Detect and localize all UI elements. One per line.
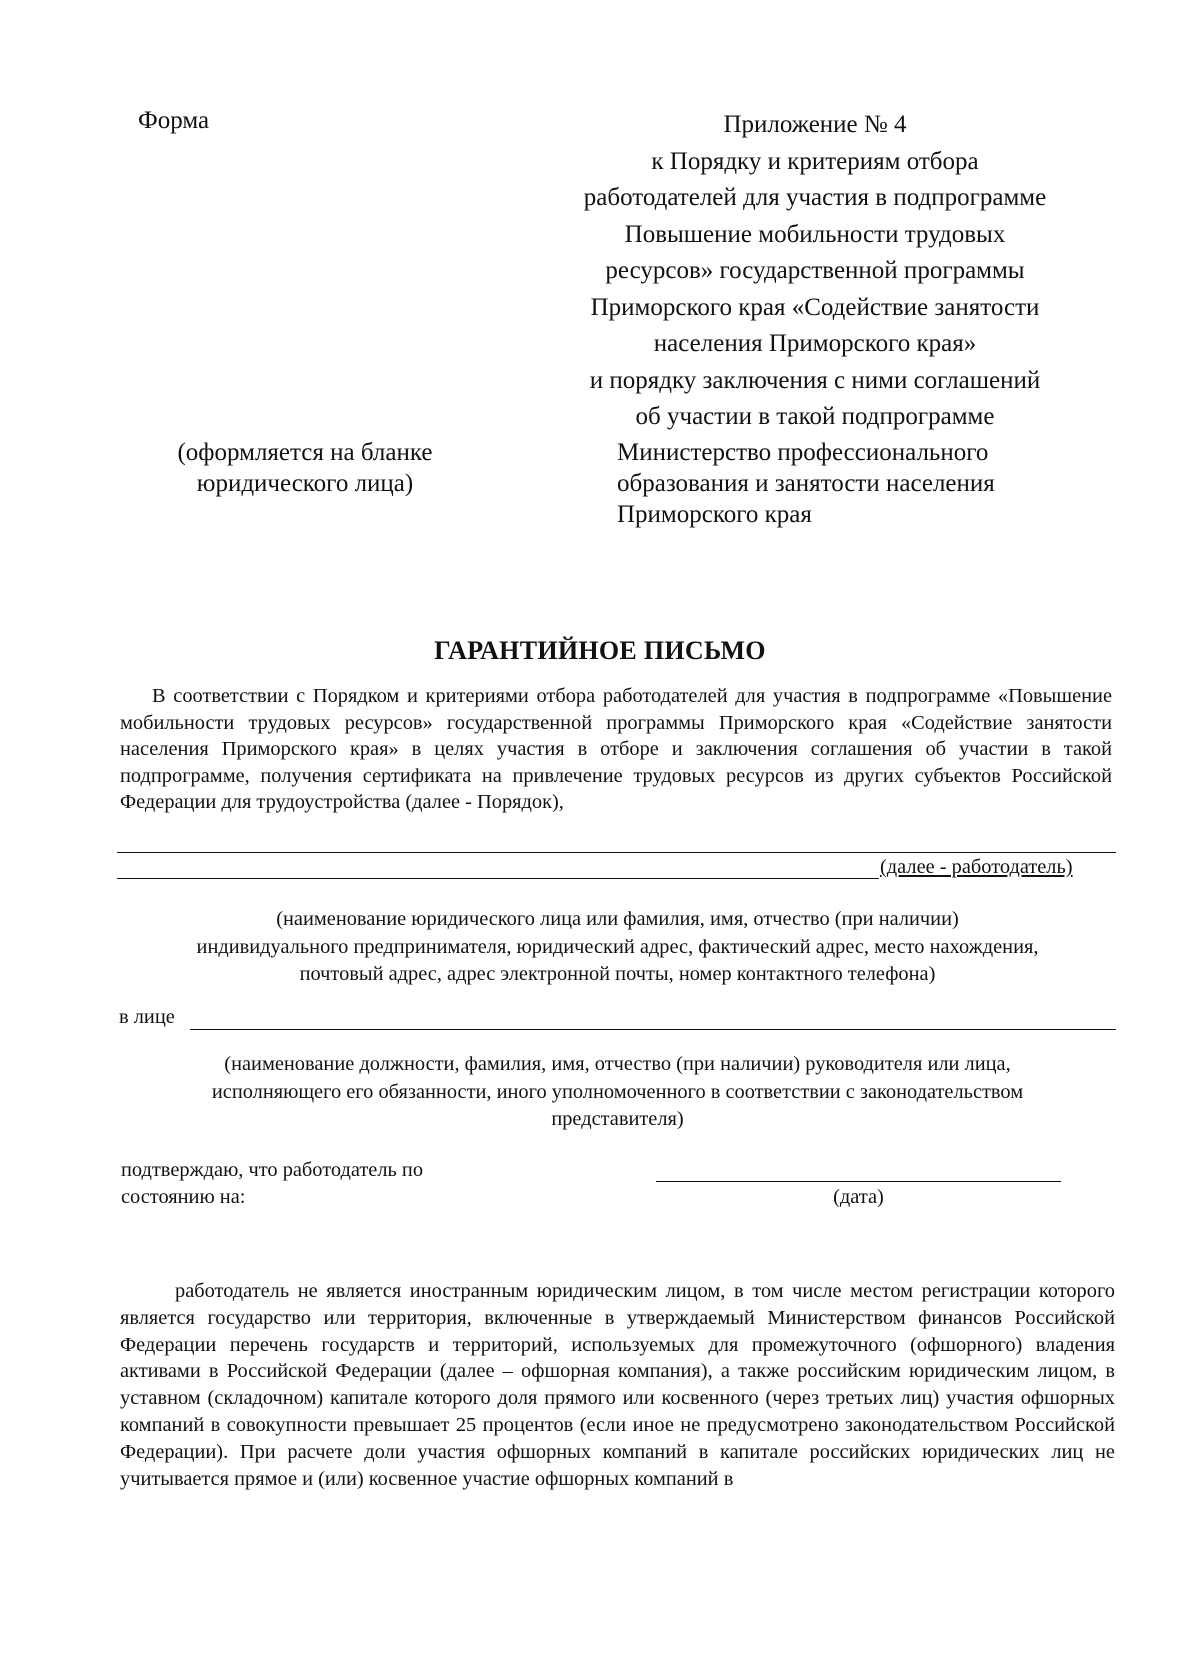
appendix-line: Приложение № 4 [723, 111, 907, 138]
employer-suffix: (далее - работодатель) [880, 856, 1073, 878]
employer-name-line-2[interactable] [117, 878, 879, 879]
confirm-line: подтверждаю, что работодатель по [121, 1159, 424, 1181]
appendix-line: работодателей для участия в подпрограмме [583, 184, 1047, 211]
intro-paragraph [120, 683, 1112, 816]
recipient-line: Министерство профессионального [617, 439, 989, 466]
employer-suffix-wrap [880, 856, 1073, 879]
appendix-line: и порядку заключения с ними соглашений [589, 366, 1041, 394]
employer-caption-line: (наименование юридического лица или фамилия, имя, отчество (при наличии) [276, 908, 959, 930]
recipient-block [617, 437, 1097, 530]
in-person-label: в лице [119, 1006, 175, 1028]
employer-caption-line: почтовый адрес, адрес электронной почты, номер контактного телефона) [299, 963, 936, 985]
employer-caption [120, 906, 1115, 989]
letterhead-note [120, 437, 490, 499]
appendix-line: об участии в такой подпрограмме [635, 403, 995, 430]
confirm-text [121, 1157, 551, 1210]
body-text: работодатель не является иностранным юридическим лицом, в том числе местом регистрации которого является государство или территория, включенные в утверждаемый Министерством финансов Российской Федерации перечень государств и территорий, используемых для промежуточного (офшорного) владения активами в Российской Федерации (далее – офшорная компания), а также российским юридическим лицом, в уставном (складочном) капитале которого доля прямого или косвенного (через третьих лиц) участия офшорных компаний в совокупности превышает 25 процентов (если иное не предусмотрено законодательством Российской Федерации). При расчете доли участия офшорных компаний в капитале российских юридических лиц не учитывается прямое и (или) косвенное участие офшорных компаний в [120, 1280, 1115, 1490]
employer-name-line-1[interactable] [117, 852, 1116, 853]
appendix-line: ресурсов» государственной программы [605, 257, 1025, 284]
body-paragraph [120, 1278, 1115, 1492]
representative-caption [120, 1051, 1115, 1134]
intro-text: В соответствии с Порядком и критериями отбора работодателей для участия в подпрограмме «Повышение мобильности трудовых ресурсов» государственной программы Приморского края «Содействие занятости населения Приморского края» в целях участия в отборе и заключения соглашения об участии в такой подпрограмме, получения сертификата на привлечение трудовых ресурсов из других субъектов Российской Федерации для трудоустройства (далее - Порядок), [120, 685, 1112, 814]
letterhead-note-line: юридического лица) [196, 470, 414, 497]
appendix-line: Повышение мобильности трудовых [624, 220, 1006, 248]
recipient-line: Приморского края [617, 501, 812, 528]
form-label: Форма [138, 107, 210, 134]
confirm-line: состоянию на: [121, 1185, 246, 1208]
appendix-line: населения Приморского края» [653, 330, 977, 357]
appendix-block [560, 107, 1070, 436]
date-line[interactable] [656, 1181, 1061, 1182]
document-title: ГАРАНТИЙНОЕ ПИСЬМО [434, 636, 766, 665]
letterhead-note-line: (оформляется на бланке [177, 439, 433, 466]
representative-caption-line: представителя) [551, 1108, 684, 1130]
representative-caption-line: (наименование должности, фамилия, имя, отчество (при наличии) руководителя или лица, [224, 1053, 1011, 1075]
representative-caption-line: исполняющего его обязанности, иного уполномоченного в соответствии с законодательством [211, 1080, 1024, 1103]
date-caption: (дата) [833, 1186, 884, 1208]
appendix-line: к Порядку и критериям отбора [651, 147, 979, 175]
recipient-line: образования и занятости населения [617, 470, 995, 497]
employer-caption-line: индивидуального предпринимателя, юридический адрес, фактический адрес, место нахождения, [196, 935, 1039, 958]
representative-line[interactable] [190, 1029, 1116, 1030]
appendix-line: Приморского края «Содействие занятости [590, 293, 1040, 321]
